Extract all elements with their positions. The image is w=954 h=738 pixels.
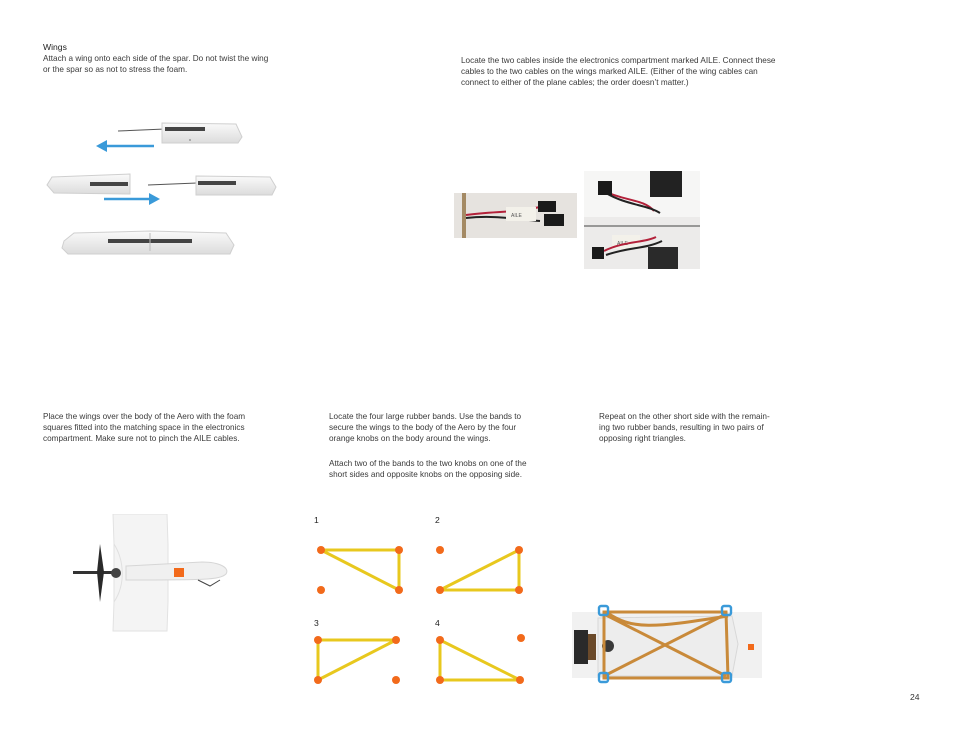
knob-2c <box>436 586 444 594</box>
page-number: 24 <box>910 692 920 702</box>
diagram-label-2: 2 <box>435 515 440 525</box>
knob-1b <box>395 546 403 554</box>
attach-bands-instructions: Attach two of the bands to the two knobs on one of the short sides and opposite knobs on the opposing side. <box>329 459 527 479</box>
wings-instructions: Attach a wing onto each side of the spar. Do not twist the wing or the spar so as not to stress the foam. <box>43 54 269 74</box>
aile-tag-label-1: AILE <box>511 213 522 219</box>
band-triangle-4 <box>440 640 520 680</box>
diagram-label-3: 3 <box>314 618 319 628</box>
knob-2a <box>436 546 444 554</box>
knob-1d <box>395 586 403 594</box>
cables-instructions: Locate the two cables inside the electronics compartment marked AILE. Connect these cables to the two cables on the wings marked AILE. (Either of the wing cables can connect to either of the plane cables; the order doesn’t matter.) <box>461 56 776 87</box>
diagram-label-4: 4 <box>435 618 440 628</box>
knob-1c <box>317 586 325 594</box>
plane-with-wings-photo <box>70 514 230 632</box>
knob-3d <box>392 676 400 684</box>
knob-1a <box>317 546 325 554</box>
aile-tag-label-2: AILE <box>617 241 628 247</box>
knob-2d <box>515 586 523 594</box>
cable-photo-2 <box>584 171 700 269</box>
knob-2b <box>515 546 523 554</box>
knob-4b <box>517 634 525 642</box>
knob-3c <box>314 676 322 684</box>
band-triangle-1 <box>321 550 399 590</box>
place-wings-instructions: Place the wings over the body of the Aero with the foam squares fitted into the matching space in the electronics compartment. Make sure not to pinch the AILE cables. <box>43 412 246 443</box>
wing-assembly-illustration <box>40 115 290 260</box>
cable-photo-1 <box>454 193 577 238</box>
band-triangle-2 <box>440 550 519 590</box>
repeat-instructions: Repeat on the other short side with the remain- ing two rubber bands, resulting in two pairs of opposing right triangles. <box>599 412 770 443</box>
rubber-bands-instructions: Locate the four large rubber bands. Use the bands to secure the wings to the body of the Aero by the four orange knobs on the body around the wings. <box>329 412 522 443</box>
rubber-bands-photo <box>572 604 762 686</box>
band-diagrams <box>310 540 535 690</box>
knob-3a <box>314 636 322 644</box>
band-triangle-3 <box>318 640 396 680</box>
knob-4a <box>436 636 444 644</box>
knob-4c <box>436 676 444 684</box>
diagram-label-1: 1 <box>314 515 319 525</box>
knob-3b <box>392 636 400 644</box>
knob-4d <box>516 676 524 684</box>
wings-heading: Wings <box>43 42 67 52</box>
